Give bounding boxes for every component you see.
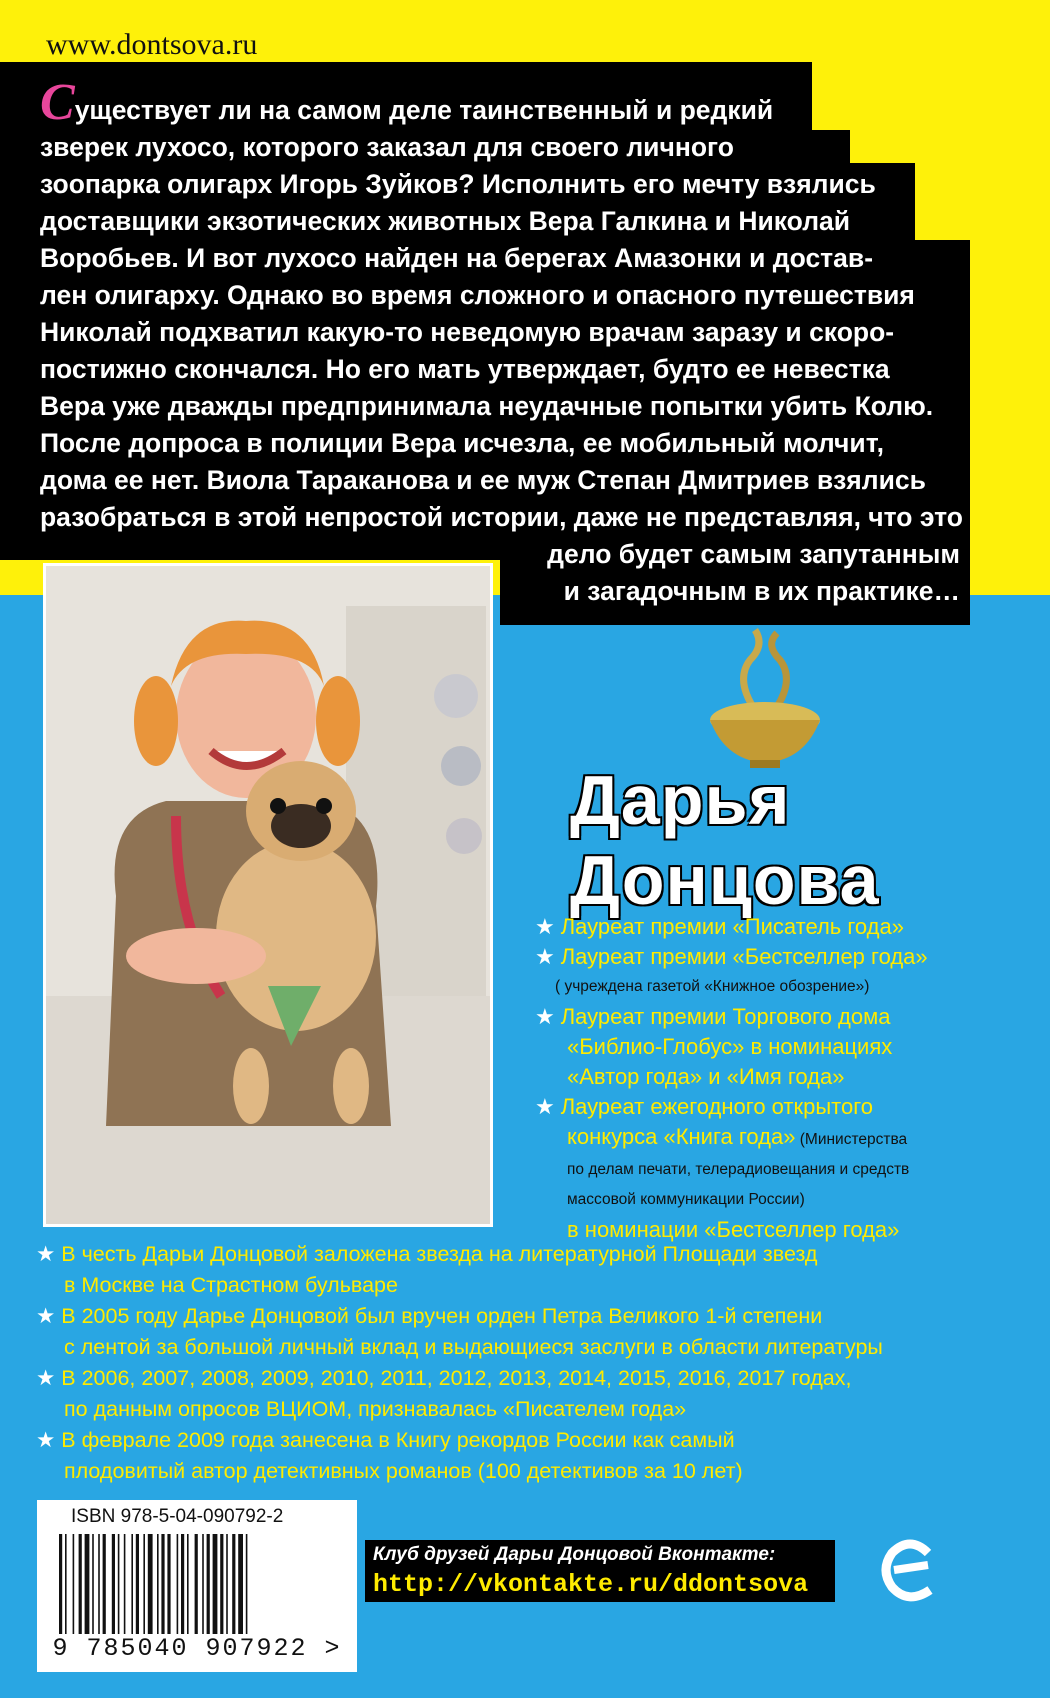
barcode-bar: [131, 1534, 133, 1634]
star-icon: ★: [36, 1304, 56, 1328]
award-item: ★ В 2006, 2007, 2008, 2009, 2010, 2011, 2012, 2013, 2014, 2015, 2016, 2017 годах,: [36, 1366, 852, 1390]
award-item: ★ В честь Дарьи Донцовой заложена звезда на литературной Площади звезд: [36, 1242, 818, 1266]
award-item: ★ Лауреат премии «Писатель года»: [535, 914, 904, 939]
award-item: ★ В феврале 2009 года занесена в Книгу рекордов России как самый: [36, 1428, 735, 1452]
barcode-bar: [187, 1534, 189, 1634]
barcode-bar: [232, 1534, 235, 1634]
award-item-cont: «Библио-Глобус» в номинациях: [567, 1034, 893, 1059]
star-icon: ★: [535, 1094, 555, 1119]
star-icon: ★: [535, 914, 555, 939]
award-note: по делам печати, телерадиовещания и средств: [567, 1161, 910, 1178]
barcode-bar: [79, 1534, 82, 1634]
award-note: ( учреждена газетой «Книжное обозрение»): [555, 978, 870, 995]
barcode-bar: [238, 1534, 243, 1634]
barcode-bar: [195, 1534, 198, 1634]
award-item-cont: в Москве на Страстном бульваре: [64, 1273, 398, 1297]
barcode-bar: [181, 1534, 184, 1634]
snake-bowl-emblem: [695, 625, 835, 775]
barcode-bar: [157, 1534, 159, 1634]
award-item: ★ Лауреат ежегодного открытого: [535, 1094, 874, 1119]
barcode-bar: [246, 1534, 248, 1634]
barcode-bar: [161, 1534, 164, 1634]
award-note: массовой коммуникации России): [567, 1191, 805, 1208]
author-with-pug-illustration: [46, 566, 490, 1224]
vk-club-link[interactable]: http://vkontakte.ru/ddontsova: [373, 1570, 809, 1599]
barcode-bar: [226, 1534, 228, 1634]
awards-list-full: [36, 1239, 883, 1487]
barcode-bar: [220, 1534, 223, 1634]
isbn-number: ISBN 978-5-04-090792-2: [71, 1506, 284, 1527]
website-url[interactable]: www.dontsova.ru: [46, 28, 258, 61]
award-item-cont: в номинации «Бестселлер года»: [567, 1217, 900, 1242]
vk-club-banner: [365, 1540, 835, 1602]
barcode-bar: [92, 1534, 94, 1634]
award-item: ★ Лауреат премии «Бестселлер года»: [535, 944, 928, 969]
awards-list-side: [535, 912, 928, 1245]
barcode-bar: [213, 1534, 218, 1634]
author-last-name: Донцова: [570, 841, 880, 919]
barcode-bar: [177, 1534, 179, 1634]
dropcap-letter: С: [40, 74, 75, 131]
barcode-bar: [124, 1534, 126, 1634]
barcode-bar: [207, 1534, 210, 1634]
barcode-bar: [103, 1534, 106, 1634]
award-item-cont: плодовитый автор детективных романов (100 детективов за 10 лет): [64, 1459, 743, 1483]
star-icon: ★: [535, 1004, 555, 1029]
barcode-bar: [118, 1534, 120, 1634]
star-icon: ★: [36, 1242, 56, 1266]
barcode-digits: 9 785040 907922 >: [52, 1634, 342, 1663]
barcode-bar: [167, 1534, 170, 1634]
star-icon: ★: [36, 1366, 56, 1390]
barcode-bar: [65, 1534, 67, 1634]
author-name: [570, 760, 880, 920]
vk-club-label: Клуб друзей Дарьи Донцовой Вконтакте:: [373, 1544, 776, 1565]
barcode-bar: [85, 1534, 90, 1634]
author-photo: [43, 563, 493, 1227]
award-item: ★ Лауреат премии Торгового дома: [535, 1004, 891, 1029]
award-item-cont: конкурса «Книга года» (Министерства: [567, 1124, 908, 1149]
barcode-panel: [37, 1500, 357, 1672]
barcode-bar: [143, 1534, 145, 1634]
award-item-cont: по данным опросов ВЦИОМ, признавалась «Писателем года»: [64, 1397, 687, 1421]
barcode-bar: [59, 1534, 62, 1634]
barcode-bar: [98, 1534, 100, 1634]
synopsis-text: Существует ли на самом деле таинственный и редкий зверек лухосо, которого заказал для своего личного зоопарка олигарх Игорь Зуйков? Исполнить его мечту взялись доставщики экзотических животных Вера Галкина и Николай Воробьев. И вот лухосо найден на берегах Амазонки и достав- лен олигарху. Однако во время сложного и опасного путешествия Николай подхватил какую-то неведомую врачам заразу и скоро- постижно скончался. Но его мать утверждает, будто ее невестка Вера уже дважды предпринимала неудачные попытки убить Колю. После допроса в полиции Вера исчезла, ее мобильный молчит, дома ее нет. Виола Таракановa и ее муж Степан Дмитриев взялись разобраться в этой непростой истории, даже не представляя, что это дело будет самым запутанным и загадочным в их практике…: [40, 74, 963, 606]
author-first-name: Дарья: [570, 761, 791, 839]
barcode-bar: [148, 1534, 153, 1634]
barcode-bar: [112, 1534, 115, 1634]
barcode-bar: [136, 1534, 139, 1634]
star-icon: ★: [36, 1428, 56, 1452]
barcode-bar: [202, 1534, 204, 1634]
award-item-cont: «Автор года» и «Имя года»: [567, 1064, 845, 1089]
award-item: ★ В 2005 году Дарье Донцовой был вручен орден Петра Великого 1-й степени: [36, 1304, 823, 1328]
barcode-icon: [57, 1534, 337, 1634]
publisher-logo-icon: [880, 1535, 940, 1605]
award-item-cont: с лентой за большой личный вклад и выдающиеся заслуги в области литературы: [64, 1335, 883, 1359]
barcode-bar: [73, 1534, 75, 1634]
star-icon: ★: [535, 944, 555, 969]
